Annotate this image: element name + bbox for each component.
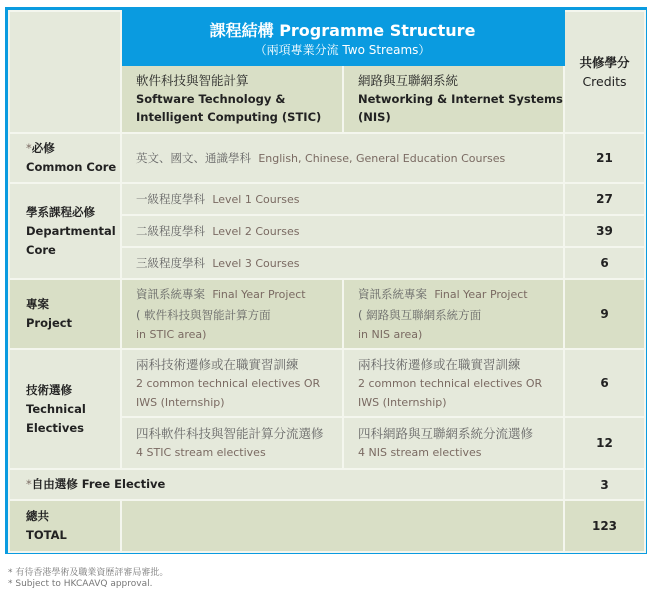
footnote-zh: * 有待香港學術及職業資歷評審局審批。 bbox=[8, 568, 169, 578]
total-empty bbox=[121, 500, 564, 552]
departmental-core-label: 學系課程必修 Departmental Core bbox=[9, 183, 121, 279]
common-core-courses: 英文、國文、通識學科 English, Chinese, General Education Courses bbox=[121, 133, 564, 183]
free-elective-label: *自由選修 Free Elective bbox=[9, 469, 564, 500]
footnote-en: * Subject to HKCAAVQ approval. bbox=[8, 579, 153, 589]
project-credits: 9 bbox=[564, 279, 645, 349]
project-label: 專案 Project bbox=[9, 279, 121, 349]
stream-stic-header: 軟件科技與智能計算 Software Technology & Intelligent Computing (STIC) bbox=[121, 65, 343, 133]
stic-stream-electives: 四科軟件科技與智能計算分流選修 4 STIC stream electives bbox=[121, 417, 343, 469]
free-elective-credits: 3 bbox=[564, 469, 645, 500]
project-stic: 資訊系統專案 Final Year Project ( 軟件科技與智能計算方面 in STIC area) bbox=[121, 279, 343, 349]
tech-elective-nis-common: 兩科技術遷修或在職實習訓練 2 common technical electives OR IWS (Internship) bbox=[343, 349, 564, 417]
total-credits: 123 bbox=[564, 500, 645, 552]
common-core-label: *必修 Common Core bbox=[9, 133, 121, 183]
level-2-courses: 二級程度學科 Level 2 Courses bbox=[121, 215, 564, 247]
level-3-courses: 三級程度學科 Level 3 Courses bbox=[121, 247, 564, 279]
tech-common-credits: 6 bbox=[564, 349, 645, 417]
technical-electives-label: 技術選修 Technical Electives bbox=[9, 349, 121, 469]
programme-structure-table bbox=[5, 7, 647, 554]
project-nis: 資訊系統專案 Final Year Project ( 網路與互聯網系統方面 in NIS area) bbox=[343, 279, 564, 349]
stream-nis-header: 網路與互聯網系統 Networking & Internet Systems (NIS) bbox=[343, 65, 564, 133]
total-label: 總共 TOTAL bbox=[9, 500, 121, 552]
level-1-credits: 27 bbox=[564, 183, 645, 215]
level-2-credits: 39 bbox=[564, 215, 645, 247]
credits-header: 共修學分 Credits bbox=[564, 11, 645, 133]
table-title: 課程結構 Programme Structure （兩項專業分流 Two Streams） bbox=[121, 11, 564, 65]
common-core-credits: 21 bbox=[564, 133, 645, 183]
level-1-courses: 一級程度學科 Level 1 Courses bbox=[121, 183, 564, 215]
stream-electives-credits: 12 bbox=[564, 417, 645, 469]
tech-elective-stic-common: 兩科技術遷修或在職實習訓練 2 common technical electives OR IWS (Internship) bbox=[121, 349, 343, 417]
nis-stream-electives: 四科網路與互聯網系統分流選修 4 NIS stream electives bbox=[343, 417, 564, 469]
level-3-credits: 6 bbox=[564, 247, 645, 279]
corner-cell bbox=[9, 11, 121, 133]
